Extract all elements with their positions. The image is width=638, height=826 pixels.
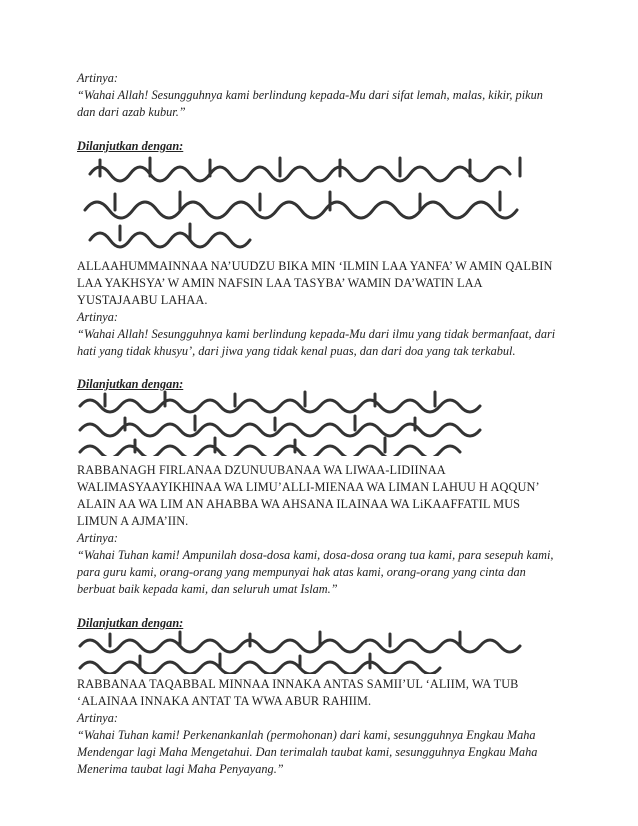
translation-line: dan dari azab kubur.” [77, 105, 186, 119]
section-heading: Dilanjutkan dengan: [77, 377, 184, 391]
transliteration-line: RABBANAGH FIRLANAA DZUNUUBANAA WA LIWAA-LIDIINAA [77, 463, 446, 477]
translation-line: berbuat baik kepada kami, dan seluruh umat Islam.” [77, 582, 338, 596]
transliteration-line: LAA YAKHSYA’ W AMIN NAFSIN LAA TASYBA’ WAMIN DA’WATIN LAA [77, 276, 483, 290]
translation-line: Menerima taubat lagi Maha Penyayang.” [77, 762, 284, 776]
artinya-label: Artinya: [77, 531, 118, 545]
transliteration-line: RABBANAA TAQABBAL MINNAA INNAKA ANTAS SAMII’UL ‘ALIIM, WA TUB [77, 677, 519, 691]
translation-line: hati yang tidak khusyu’, dari jiwa yang tidak kenal puas, dan dari doa yang tak terkabul. [77, 344, 516, 358]
arabic-calligraphy-image [70, 152, 550, 252]
translation-line: “Wahai Allah! Sesungguhnya kami berlindung kepada-Mu dari ilmu yang tidak bermanfaat, dari [77, 327, 556, 341]
artinya-label: Artinya: [77, 310, 118, 324]
arabic-calligraphy-image [70, 630, 550, 674]
arabic-calligraphy-image [70, 390, 550, 456]
translation-line: Mendengar lagi Maha Mengetahui. Dan terimalah taubat kami, sesungguhnya Engkau Maha [77, 745, 538, 759]
transliteration-line: ALLAAHUMMAINNAA NA’UUDZU BIKA MIN ‘ILMIN LAA YANFA’ W AMIN QALBIN [77, 259, 553, 273]
transliteration-line: ALAIN AA WA LIM AN AHABBA WA AHSANA ILAINAA WA LiKAAFFATIL MUS [77, 497, 521, 511]
transliteration-line: YUSTAJAABU LAHAA. [77, 293, 208, 307]
translation-line: “Wahai Tuhan kami! Ampunilah dosa-dosa kami, dosa-dosa orang tua kami, para sesepuh kami, [77, 548, 554, 562]
artinya-label: Artinya: [77, 711, 118, 725]
translation-line: “Wahai Tuhan kami! Perkenankanlah (permohonan) dari kami, sesungguhnya Engkau Maha [77, 728, 536, 742]
transliteration-line: WALIMASYAAYIKHINAA WA LIMU’ALLI-MIENAA WA LIMAN LAHUU H AQQUN’ [77, 480, 540, 494]
transliteration-line: LIMUN A AJMA’IIN. [77, 514, 189, 528]
section-heading: Dilanjutkan dengan: [77, 139, 184, 153]
artinya-label: Artinya: [77, 71, 118, 85]
translation-line: para guru kami, orang-orang yang mempunyai hak atas kami, orang-orang yang cinta dan [77, 565, 526, 579]
translation-line: “Wahai Allah! Sesungguhnya kami berlindung kepada-Mu dari sifat lemah, malas, kikir, pikun [77, 88, 543, 102]
transliteration-line: ‘ALAINAA INNAKA ANTAT TA WWA ABUR RAHIIM. [77, 694, 372, 708]
section-heading: Dilanjutkan dengan: [77, 616, 184, 630]
